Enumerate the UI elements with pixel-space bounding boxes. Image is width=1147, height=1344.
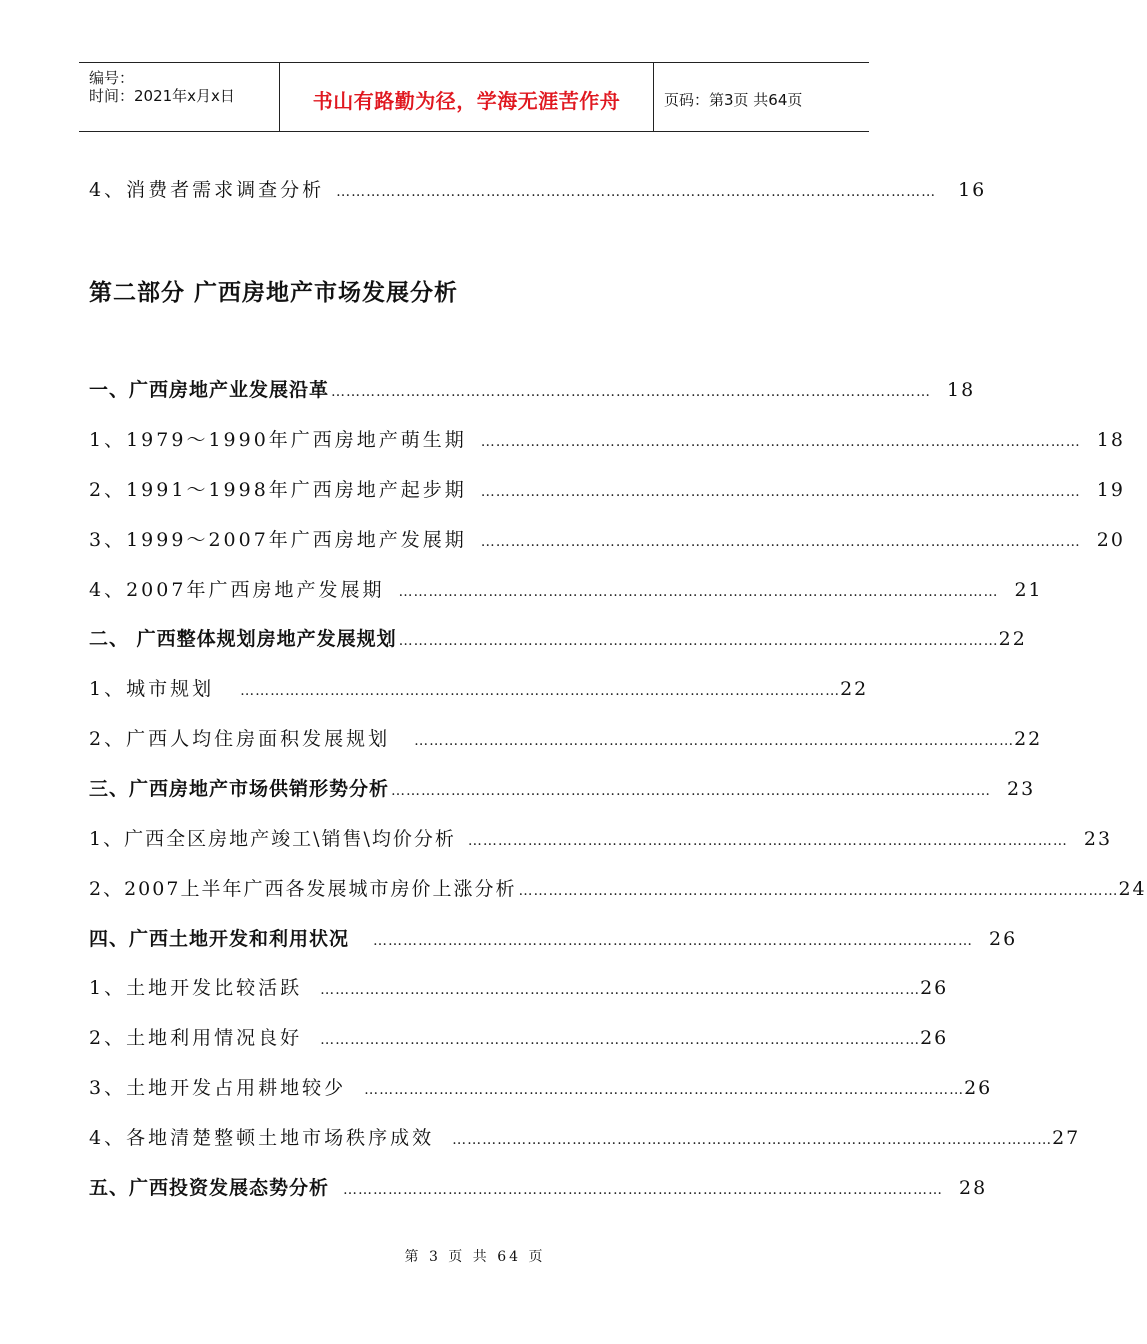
toc-entry-page: 28	[959, 1177, 988, 1199]
toc-leader-dots: …………………………………………………………………………………………………………	[414, 733, 1015, 749]
toc-entry-page: 22	[840, 678, 869, 700]
toc-leader-dots: …………………………………………………………………………………………………………	[343, 1182, 944, 1198]
toc-entry-title: 四、广西土地开发和利用状况	[89, 928, 350, 950]
toc-entry-title: 1、城市规划	[89, 678, 215, 700]
toc-leader-dots: …………………………………………………………………………………………………………	[364, 1082, 965, 1098]
toc-entry[interactable]	[89, 621, 1027, 651]
toc-entry-page: 18	[1096, 429, 1125, 451]
page-header	[79, 62, 869, 132]
toc-entry[interactable]	[89, 372, 976, 402]
toc-entry-title: 3、土地开发占用耕地较少	[89, 1077, 347, 1099]
toc-entry[interactable]	[89, 172, 987, 202]
toc-entry-title: 2、2007上半年广西各发展城市房价上涨分析	[89, 878, 517, 900]
toc-leader-dots: …………………………………………………………………………………………………………	[452, 1132, 1053, 1148]
page-info: 页码：第3页 共64页	[664, 91, 803, 109]
toc-leader-dots: …………………………………………………………………………………………………………	[480, 484, 1081, 500]
toc-entry-title: 2、土地利用情况良好	[89, 1027, 303, 1049]
toc-entry-page: 26	[920, 1027, 949, 1049]
toc-leader-dots: …………………………………………………………………………………………………………	[467, 833, 1068, 849]
toc-leader-dots: …………………………………………………………………………………………………………	[398, 584, 999, 600]
toc-entry-title: 1、广西全区房地产竣工\销售\均价分析	[89, 828, 456, 850]
header-page-cell	[654, 63, 869, 131]
toc-entry-title: 4、各地清楚整顿土地市场秩序成效	[89, 1127, 435, 1149]
toc-entry-page: 16	[958, 179, 987, 201]
toc-entry-page: 22	[1014, 728, 1043, 750]
toc-entry-title: 3、1999～2007年广西房地产发展期	[89, 529, 467, 551]
header-meta-cell	[79, 63, 280, 131]
toc-entry[interactable]	[89, 1170, 988, 1200]
toc-entry[interactable]	[89, 572, 1043, 602]
toc-entry-title: 1、1979～1990年广西房地产萌生期	[89, 429, 467, 451]
toc-leader-dots: …………………………………………………………………………………………………………	[373, 933, 974, 949]
toc-entry-page: 26	[920, 977, 949, 999]
toc-entry-page: 23	[1007, 778, 1036, 800]
time-label: 时间：2021年x月x日	[89, 87, 235, 105]
toc-entry-page: 18	[947, 379, 976, 401]
page-footer: 第 3 页 共 64 页	[404, 1249, 546, 1265]
toc-entry[interactable]	[89, 771, 1036, 801]
toc-entry-page: 20	[1096, 529, 1125, 551]
toc-leader-dots: …………………………………………………………………………………………………………	[240, 683, 841, 699]
toc-entry-title: 三、广西房地产市场供销形势分析	[89, 778, 390, 800]
toc-entry[interactable]	[89, 721, 1043, 751]
toc-entry[interactable]	[89, 422, 1125, 452]
toc-entry[interactable]	[89, 1070, 993, 1100]
toc-entry-page: 21	[1014, 579, 1043, 601]
toc-entry-title: 二、 广西整体规划房地产发展规划	[89, 628, 397, 650]
toc-leader-dots: …………………………………………………………………………………………………………	[331, 384, 932, 400]
toc-entry[interactable]	[89, 1020, 949, 1050]
toc-entry-page: 22	[998, 628, 1027, 650]
toc-leader-dots: …………………………………………………………………………………………………………	[518, 883, 1119, 899]
toc-entry[interactable]	[89, 821, 1113, 851]
header-motto-cell	[280, 63, 654, 131]
toc-entry-title: 一、广西房地产业发展沿革	[89, 379, 330, 401]
toc-entry-page: 27	[1052, 1127, 1081, 1149]
toc-entry-page: 24	[1118, 878, 1147, 900]
toc-entry[interactable]	[89, 671, 869, 701]
toc-leader-dots: …………………………………………………………………………………………………………	[336, 184, 937, 200]
toc-entry[interactable]	[89, 871, 1147, 901]
toc-entry[interactable]	[89, 921, 1018, 951]
toc-leader-dots: …………………………………………………………………………………………………………	[398, 633, 999, 649]
toc-entry-title: 4、消费者需求调查分析	[89, 179, 325, 201]
toc-entry[interactable]	[89, 970, 949, 1000]
toc-entry-title: 2、1991～1998年广西房地产起步期	[89, 479, 467, 501]
toc-entry-title: 1、土地开发比较活跃	[89, 977, 303, 999]
toc-entry[interactable]	[89, 522, 1125, 552]
toc-entry-title: 五、广西投资发展态势分析	[89, 1177, 330, 1199]
toc-entry-title: 4、2007年广西房地产发展期	[89, 579, 385, 601]
section-title: 第二部分 广西房地产市场发展分析	[89, 279, 459, 306]
motto: 书山有路勤为径，学海无涯苦作舟	[312, 89, 621, 113]
toc-leader-dots: …………………………………………………………………………………………………………	[480, 534, 1081, 550]
serial-label: 编号：	[89, 69, 135, 87]
toc-entry-page: 19	[1096, 479, 1125, 501]
toc-entry-title: 2、广西人均住房面积发展规划	[89, 728, 391, 750]
toc-leader-dots: …………………………………………………………………………………………………………	[320, 1032, 921, 1048]
toc-entry[interactable]	[89, 472, 1125, 502]
toc-leader-dots: …………………………………………………………………………………………………………	[391, 783, 992, 799]
toc-entry[interactable]	[89, 1120, 1081, 1150]
toc-leader-dots: …………………………………………………………………………………………………………	[480, 434, 1081, 450]
toc-entry-page: 23	[1083, 828, 1113, 850]
toc-entry-page: 26	[964, 1077, 993, 1099]
toc-leader-dots: …………………………………………………………………………………………………………	[320, 982, 921, 998]
toc-entry-page: 26	[989, 928, 1018, 950]
